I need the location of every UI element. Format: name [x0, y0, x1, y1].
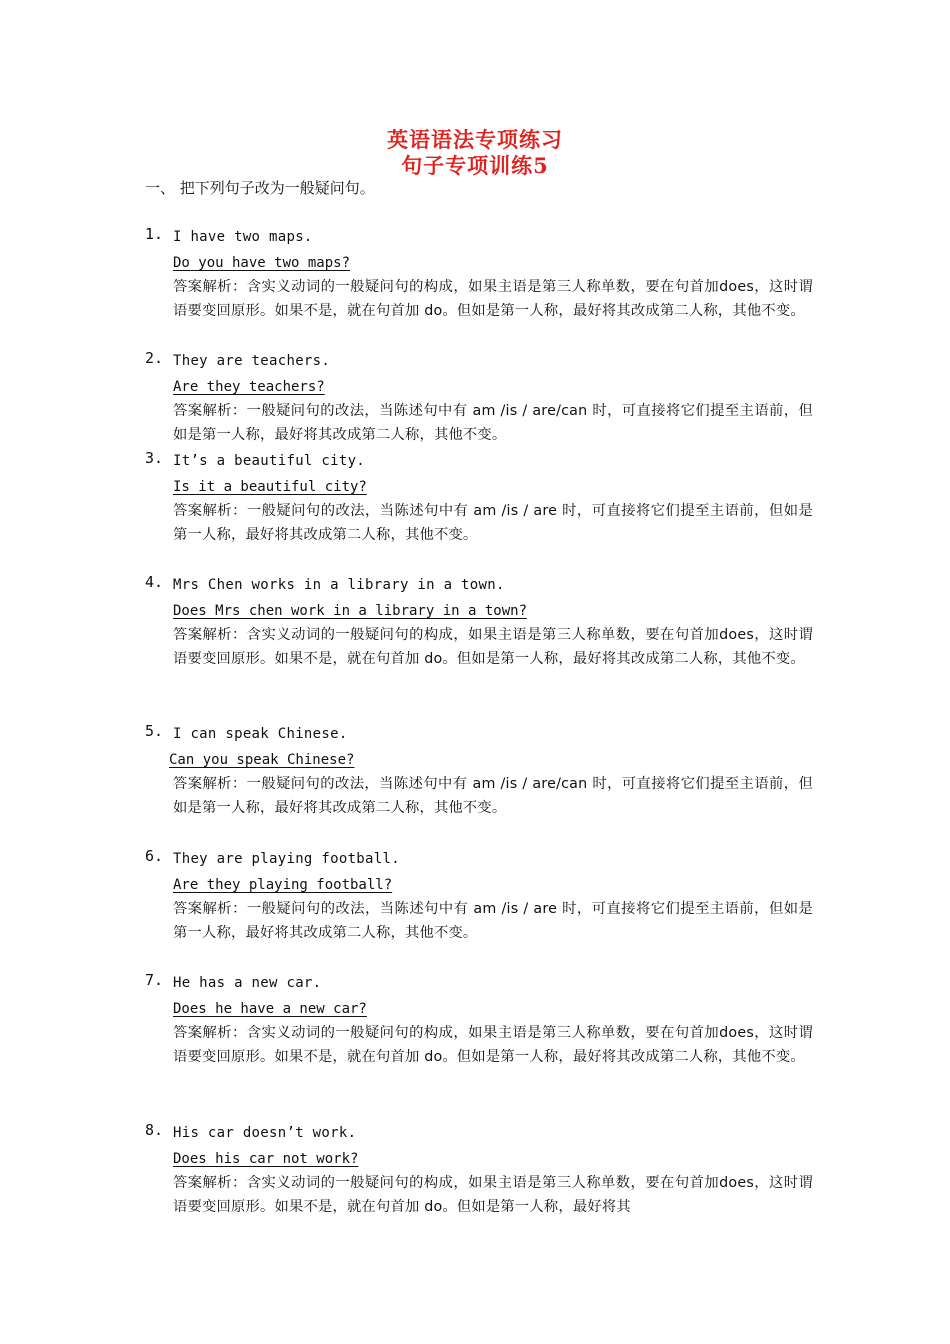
item-answer: Can you speak Chinese? [169, 751, 355, 768]
item-answer: Does he have a new car? [173, 1000, 367, 1017]
item-explanation: 答案解析：含实义动词的一般疑问句的构成，如果主语是第三人称单数，要在句首加does，这时谓语要变回原形。如果不是，就在句首加 do。但如是第一人称，最好将其改成第二人称，其他不变。 [173, 626, 813, 668]
document-subtitle: 句子专项训练5 [401, 153, 549, 178]
item-sentence: I can speak Chinese. [173, 726, 348, 742]
item-number: 5. [145, 722, 164, 740]
item-answer: Are they playing football? [173, 876, 393, 893]
item-number: 7. [145, 971, 164, 989]
item-number: 8. [145, 1121, 164, 1139]
item-sentence: I have two maps. [173, 229, 313, 245]
item-sentence: He has a new car. [173, 975, 322, 991]
item-number: 3. [145, 449, 164, 467]
item-sentence: They are playing football. [173, 851, 400, 867]
document-title: 英语语法专项练习 [387, 127, 563, 152]
item-number: 6. [145, 847, 164, 865]
item-answer: Does his car not work? [173, 1150, 359, 1167]
item-number: 2. [145, 349, 164, 367]
item-explanation: 答案解析：含实义动词的一般疑问句的构成，如果主语是第三人称单数，要在句首加does，这时谓语要变回原形。如果不是，就在句首加 do。但如是第一人称，最好将其 [173, 1174, 813, 1216]
item-answer: Is it a beautiful city? [173, 478, 367, 495]
item-answer: Does Mrs chen work in a library in a town? [173, 602, 528, 619]
item-number: 4. [145, 573, 164, 591]
item-answer: Do you have two maps? [173, 254, 351, 271]
item-explanation: 答案解析：含实义动词的一般疑问句的构成，如果主语是第三人称单数，要在句首加does，这时谓语要变回原形。如果不是，就在句首加 do。但如是第一人称，最好将其改成第二人称，其他不变。 [173, 278, 813, 320]
item-explanation: 答案解析：一般疑问句的改法，当陈述句中有 am /is / are/can 时，可直接将它们提至主语前，但如是第一人称，最好将其改成第二人称，其他不变。 [173, 775, 813, 817]
section-heading: 一、 把下列句子改为一般疑问句。 [145, 179, 375, 197]
item-answer: Are they teachers? [173, 378, 325, 395]
item-sentence: It’s a beautiful city. [173, 453, 366, 469]
item-explanation: 答案解析：一般疑问句的改法，当陈述句中有 am /is / are 时，可直接将它们提至主语前，但如是第一人称，最好将其改成第二人称，其他不变。 [173, 900, 813, 942]
item-sentence: Mrs Chen works in a library in a town. [173, 577, 505, 593]
item-explanation: 答案解析：一般疑问句的改法，当陈述句中有 am /is / are/can 时，可直接将它们提至主语前，但如是第一人称，最好将其改成第二人称，其他不变。 [173, 402, 813, 444]
item-explanation: 答案解析：含实义动词的一般疑问句的构成，如果主语是第三人称单数，要在句首加does，这时谓语要变回原形。如果不是，就在句首加 do。但如是第一人称，最好将其改成第二人称，其他不变。 [173, 1024, 813, 1066]
item-sentence: They are teachers. [173, 353, 331, 369]
item-explanation: 答案解析：一般疑问句的改法，当陈述句中有 am /is / are 时，可直接将它们提至主语前，但如是第一人称，最好将其改成第二人称，其他不变。 [173, 502, 813, 544]
item-sentence: His car doesn’t work. [173, 1125, 357, 1141]
item-number: 1. [145, 225, 164, 243]
